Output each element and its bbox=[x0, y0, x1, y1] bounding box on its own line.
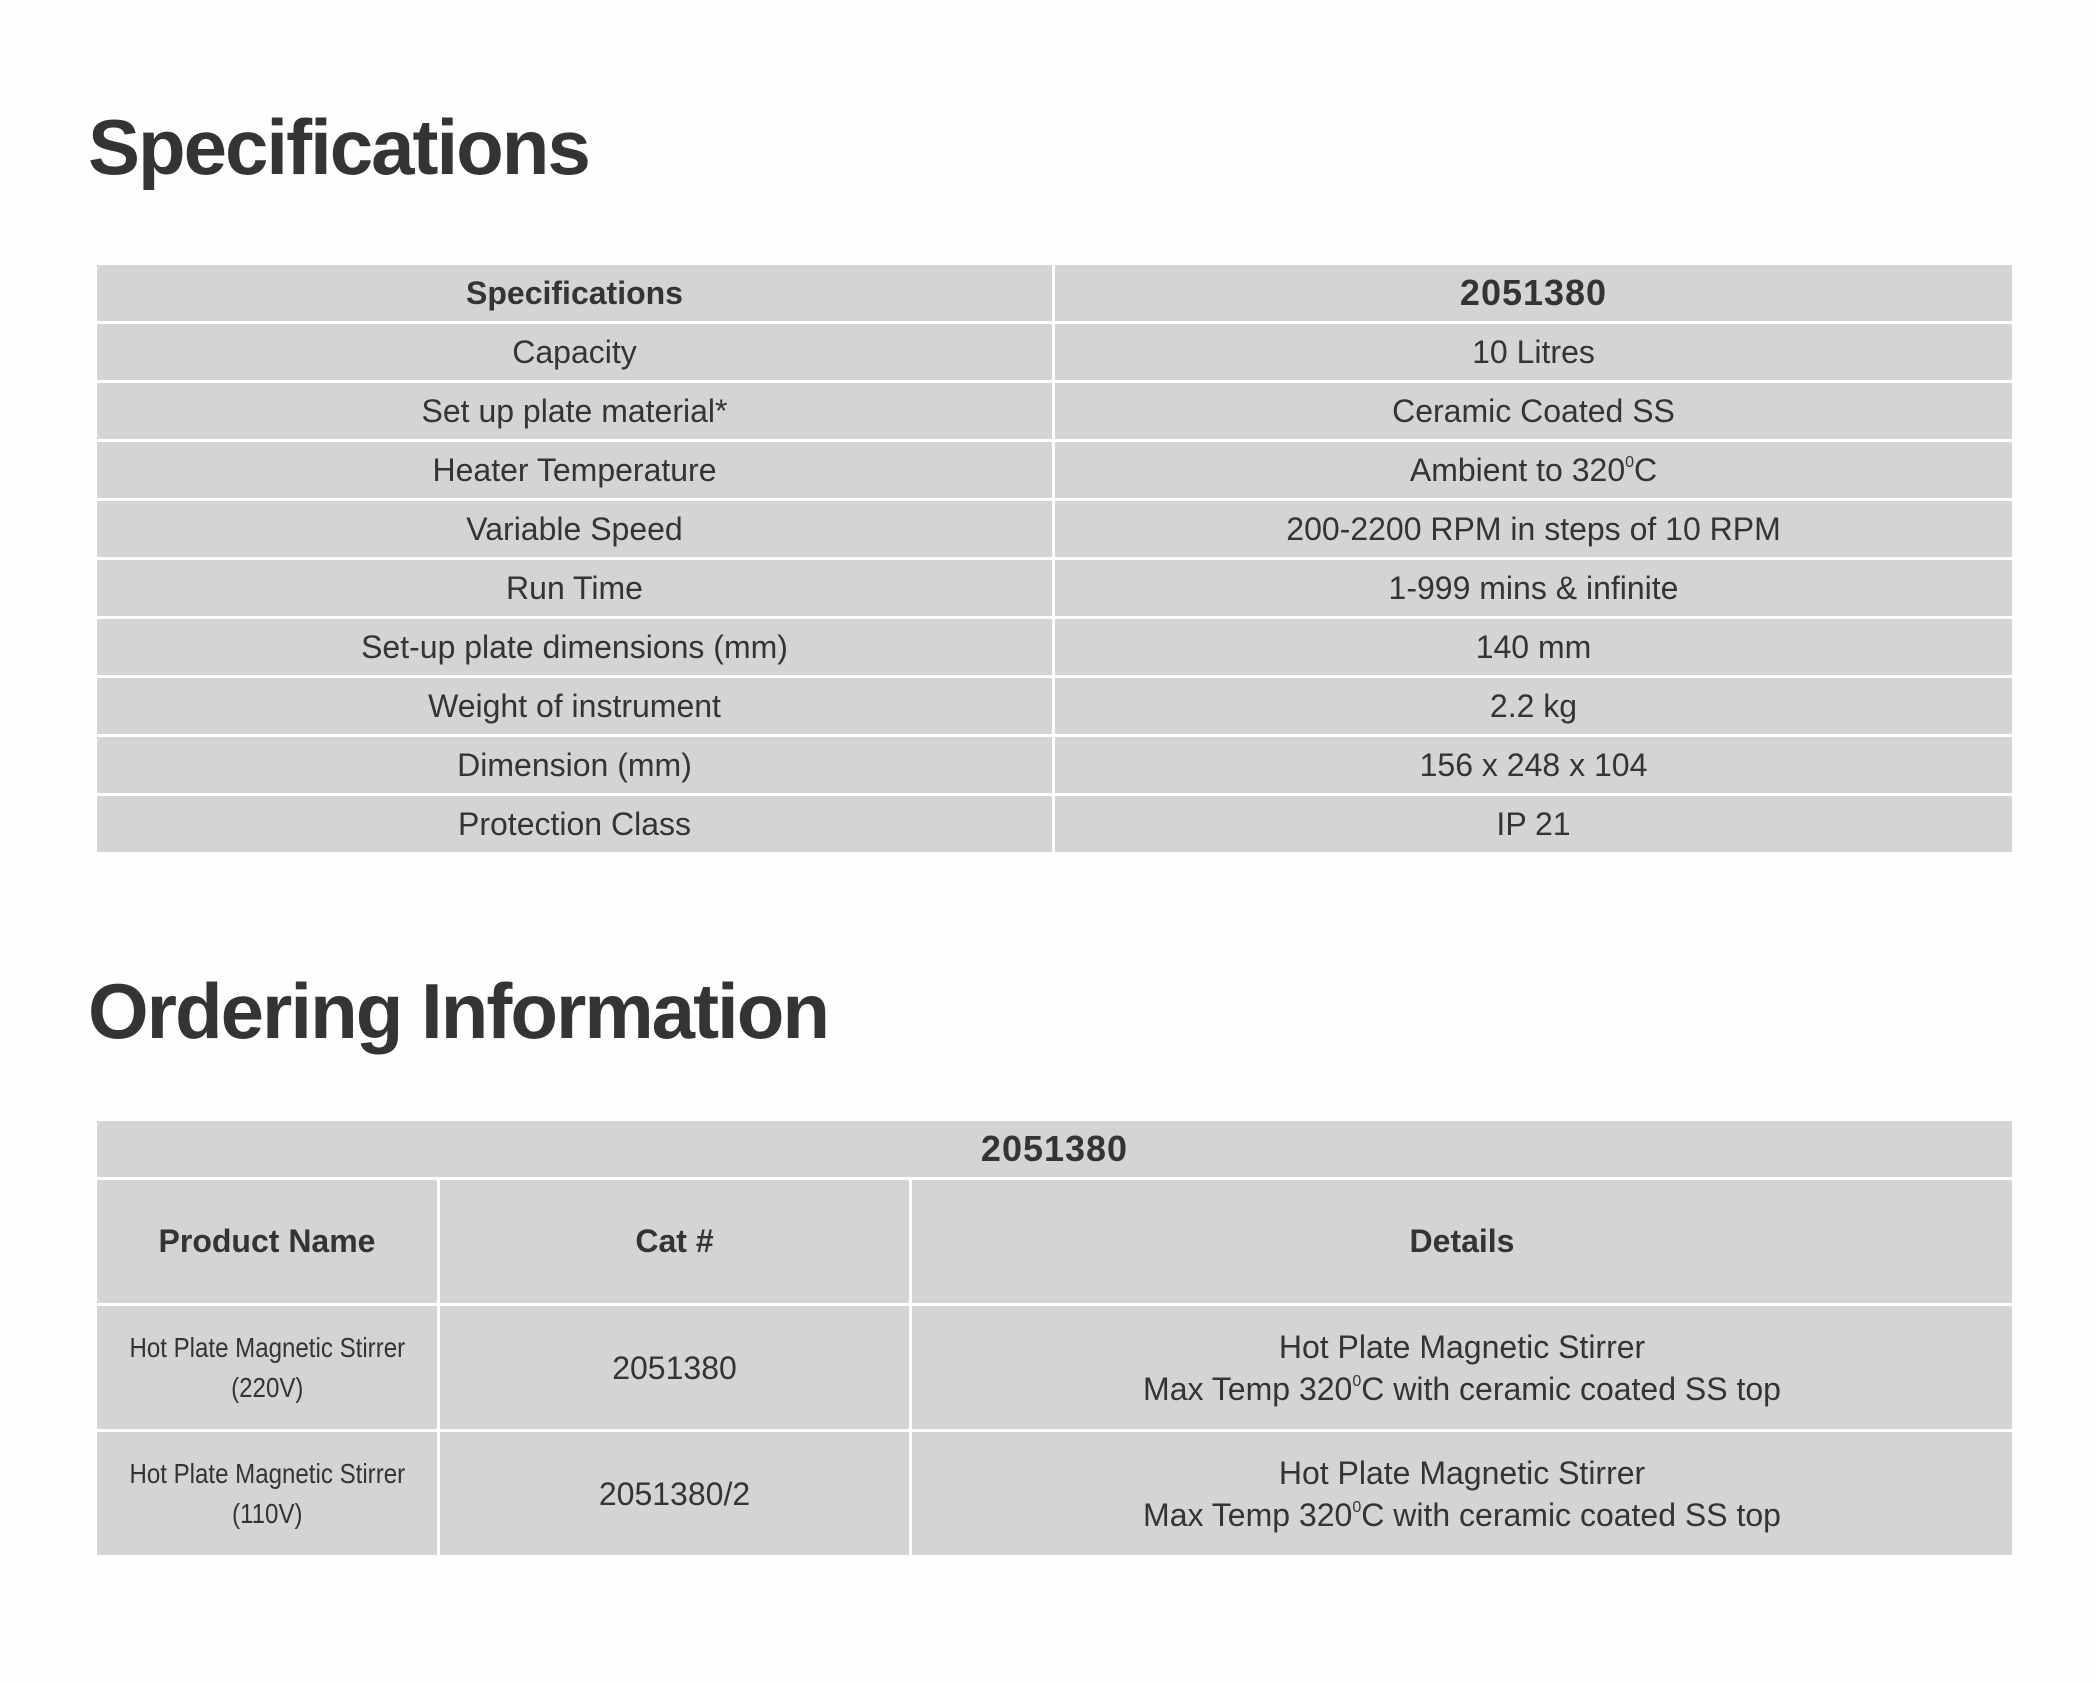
table-row bbox=[96, 382, 2014, 441]
table-row bbox=[96, 500, 2014, 559]
degree-superscript: 0 bbox=[1352, 1498, 1362, 1516]
table-header-row bbox=[96, 1120, 2014, 1179]
ordering-information-heading: Ordering Information bbox=[88, 967, 828, 1055]
degree-superscript: 0 bbox=[1352, 1372, 1362, 1390]
spec-label: Variable Speed bbox=[96, 500, 1054, 559]
table-row bbox=[96, 736, 2014, 795]
table-header-row bbox=[96, 1179, 2014, 1305]
spec-label: Set-up plate dimensions (mm) bbox=[96, 618, 1054, 677]
product-voltage: (220V) bbox=[230, 1371, 304, 1403]
spec-value: 200-2200 RPM in steps of 10 RPM bbox=[1054, 500, 2014, 559]
table-header-row bbox=[96, 264, 2014, 323]
details-line2: Max Temp $320^0C$ with ceramic coated SS top bbox=[1143, 1370, 1781, 1407]
column-header-cat: Cat # bbox=[439, 1179, 911, 1305]
spec-value: 10 Litres bbox=[1054, 323, 2014, 382]
table-row bbox=[96, 441, 2014, 500]
table-row bbox=[96, 677, 2014, 736]
spec-value-suffix: C bbox=[1634, 451, 1658, 488]
details-line1: Hot Plate Magnetic Stirrer bbox=[1278, 1454, 1646, 1491]
specifications-table bbox=[94, 262, 2015, 855]
spec-label: Weight of instrument bbox=[96, 677, 1054, 736]
spec-value: Ceramic Coated SS bbox=[1054, 382, 2014, 441]
spec-label: Run Time bbox=[96, 559, 1054, 618]
ordering-table bbox=[94, 1118, 2015, 1558]
spec-value-text: Ambient to 320 bbox=[1409, 451, 1626, 488]
product-name: Hot Plate Magnetic Stirrer bbox=[129, 1457, 405, 1489]
product-name-cell bbox=[96, 1431, 439, 1557]
spec-label: Capacity bbox=[96, 323, 1054, 382]
order-model-header: 2051380 bbox=[96, 1120, 2014, 1179]
table-row bbox=[96, 1305, 2014, 1431]
spec-value bbox=[1054, 441, 2014, 500]
table-row bbox=[96, 323, 2014, 382]
spec-header-label: Specifications bbox=[96, 264, 1054, 323]
spec-value: IP 21 bbox=[1054, 795, 2014, 854]
spec-value: 1-999 mins & infinite bbox=[1054, 559, 2014, 618]
spec-value: 140 mm bbox=[1054, 618, 2014, 677]
product-name: Hot Plate Magnetic Stirrer bbox=[129, 1331, 405, 1363]
table-row bbox=[96, 618, 2014, 677]
specifications-heading: Specifications bbox=[88, 103, 589, 191]
cat-number: 2051380 bbox=[439, 1305, 911, 1431]
details-line2: Max Temp $320^0C$ with ceramic coated SS top bbox=[1143, 1496, 1781, 1533]
spec-value: 156 x 248 x 104 bbox=[1054, 736, 2014, 795]
table-row bbox=[96, 1431, 2014, 1557]
spec-label: Protection Class bbox=[96, 795, 1054, 854]
spec-label: Heater Temperature bbox=[96, 441, 1054, 500]
details-cell bbox=[911, 1431, 2014, 1557]
table-row bbox=[96, 795, 2014, 854]
cat-number: 2051380/2 bbox=[439, 1431, 911, 1557]
spec-value: 2.2 kg bbox=[1054, 677, 2014, 736]
degree-superscript: 0 bbox=[1625, 453, 1635, 471]
column-header-details: Details bbox=[911, 1179, 2014, 1305]
table-row bbox=[96, 559, 2014, 618]
product-voltage: (110V) bbox=[231, 1497, 303, 1529]
product-name-cell bbox=[96, 1305, 439, 1431]
spec-label: Set up plate material* bbox=[96, 382, 1054, 441]
spec-label: Dimension (mm) bbox=[96, 736, 1054, 795]
details-cell bbox=[911, 1305, 2014, 1431]
details-line1: Hot Plate Magnetic Stirrer bbox=[1278, 1328, 1646, 1365]
column-header-product-name: Product Name bbox=[96, 1179, 439, 1305]
spec-header-model: 2051380 bbox=[1054, 264, 2014, 323]
